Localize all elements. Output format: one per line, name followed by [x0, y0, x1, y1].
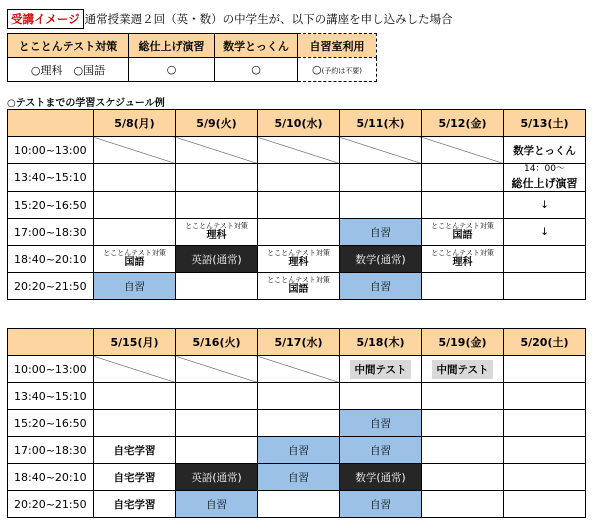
time-slot: 10:00~13:00	[8, 137, 94, 164]
empty-slot	[258, 356, 340, 383]
course-header-sugaku-tokkun: 数学とっくん	[215, 34, 298, 58]
course-header-soshiage: 総仕上げ演習	[129, 34, 215, 58]
time-slot: 20:20~21:50	[8, 273, 94, 300]
week1-day: 5/11(木)	[340, 110, 422, 137]
self-study-slot: 自習	[94, 273, 176, 300]
time-slot: 20:20~21:50	[8, 491, 94, 518]
self-study-slot: 自習	[340, 273, 422, 300]
schedule-week2	[7, 328, 586, 518]
course-value-row	[8, 58, 377, 82]
week2-row	[8, 356, 586, 383]
week1-row	[8, 137, 586, 164]
time-slot: 17:00~18:30	[8, 437, 94, 464]
section-title: ○テストまでの学習スケジュール例	[7, 98, 165, 109]
math-class-slot: 数学(通常)	[340, 464, 422, 491]
english-class-slot: 英語(通常)	[176, 246, 258, 273]
empty-slot	[340, 137, 422, 164]
schedule-week1	[7, 109, 586, 300]
headline-text: 通常授業週２回（英・数）の中学生が、以下の講座を申し込みした場合	[84, 12, 453, 26]
week1-row	[8, 219, 586, 246]
home-study-slot: 自宅学習	[94, 491, 176, 518]
course-value-soshiage: ○	[129, 58, 215, 82]
self-study-slot: 自習	[258, 464, 340, 491]
empty-slot	[176, 137, 258, 164]
home-study-slot: 自宅学習	[94, 464, 176, 491]
course-table	[7, 33, 377, 82]
course-header-row	[8, 34, 377, 58]
time-slot: 17:00~18:30	[8, 219, 94, 246]
tokoton-kokugo-slot: とことんテスト対策 国語	[258, 273, 340, 300]
math-class-slot: 数学(通常)	[340, 246, 422, 273]
week1-day: 5/13(土)	[504, 110, 586, 137]
course-value-sugaku-tokkun: ○	[215, 58, 298, 82]
week1-corner	[8, 110, 94, 137]
time-slot: 13:40~15:10	[8, 164, 94, 192]
course-header-jishushitsu: 自習室利用	[298, 34, 377, 58]
self-study-slot: 自習	[258, 437, 340, 464]
midterm-slot: 中間テスト	[340, 356, 422, 383]
week1-header-row	[8, 110, 586, 137]
tokoton-rika-slot: とことんテスト対策 理科	[258, 246, 340, 273]
empty-slot	[94, 356, 176, 383]
course-value-tokoton: ○理科 ○国語	[8, 58, 129, 82]
tokoton-kokugo-slot: とことんテスト対策 国語	[94, 246, 176, 273]
week2-header-row	[8, 329, 586, 356]
week2-day: 5/17(水)	[258, 329, 340, 356]
english-class-slot: 英語(通常)	[176, 464, 258, 491]
soshiage-slot: 14：00～ 総仕上げ演習	[504, 164, 586, 192]
tokoton-kokugo-slot: とことんテスト対策 国語	[422, 219, 504, 246]
week2-row	[8, 383, 586, 410]
tokoton-rika-slot: とことんテスト対策 理科	[422, 246, 504, 273]
self-study-slot: 自習	[340, 491, 422, 518]
course-header-tokoton: とことんテスト対策	[8, 34, 129, 58]
down-arrow-icon: ↓	[504, 219, 586, 246]
week2-day: 5/15(月)	[94, 329, 176, 356]
week1-day: 5/10(水)	[258, 110, 340, 137]
week2-day: 5/19(金)	[422, 329, 504, 356]
empty-slot	[258, 137, 340, 164]
midterm-slot: 中間テスト	[422, 356, 504, 383]
course-note: (予約は不要)	[321, 67, 363, 75]
time-slot: 15:20~16:50	[8, 410, 94, 437]
time-slot: 13:40~15:10	[8, 383, 94, 410]
headline-tag: 受講イメージ	[7, 9, 84, 29]
self-study-slot: 自習	[340, 410, 422, 437]
empty-slot	[422, 137, 504, 164]
self-study-slot: 自習	[340, 219, 422, 246]
home-study-slot: 自宅学習	[94, 437, 176, 464]
week2-day: 5/20(土)	[504, 329, 586, 356]
week2-day: 5/18(木)	[340, 329, 422, 356]
week2-row	[8, 410, 586, 437]
time-slot: 18:40~20:10	[8, 246, 94, 273]
week1-day: 5/12(金)	[422, 110, 504, 137]
week2-row	[8, 491, 586, 518]
empty-slot	[94, 137, 176, 164]
week1-day: 5/8(月)	[94, 110, 176, 137]
headline	[7, 9, 453, 29]
time-slot: 15:20~16:50	[8, 192, 94, 219]
week1-row	[8, 273, 586, 300]
sugaku-tokkun-slot: 数学とっくん	[504, 137, 586, 164]
tokoton-rika-slot: とことんテスト対策 理科	[176, 219, 258, 246]
week1-day: 5/9(火)	[176, 110, 258, 137]
week2-row	[8, 437, 586, 464]
self-study-slot: 自習	[176, 491, 258, 518]
time-slot: 18:40~20:10	[8, 464, 94, 491]
down-arrow-icon: ↓	[504, 192, 586, 219]
week1-row	[8, 246, 586, 273]
time-slot: 10:00~13:00	[8, 356, 94, 383]
course-value-jishushitsu: ○(予約は不要)	[298, 58, 377, 82]
empty-slot	[176, 356, 258, 383]
week2-corner	[8, 329, 94, 356]
week2-row	[8, 464, 586, 491]
week1-row	[8, 164, 586, 192]
week2-day: 5/16(火)	[176, 329, 258, 356]
self-study-slot: 自習	[340, 437, 422, 464]
week1-row	[8, 192, 586, 219]
